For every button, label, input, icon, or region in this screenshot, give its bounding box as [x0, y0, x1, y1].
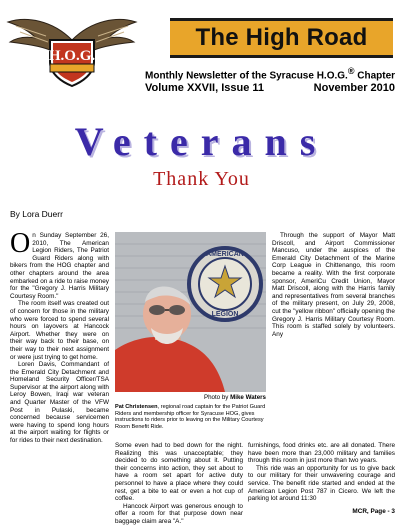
- sign-text-bottom: LEGION: [211, 311, 239, 318]
- article-column-3: [272, 232, 395, 440]
- paragraph: Hancock Airport was generous enough to offer a room for that purpose down near baggage claim area "A.": [115, 502, 243, 525]
- paragraph: The room itself was created out of concern for those in the military who were forced to spend several hours on layovers at Hancock Airport. Whether they were on their way back to their base, on their way to their next assignment or were just trying to get home.: [10, 300, 109, 361]
- article-column-2: [115, 442, 243, 525]
- newsletter-title: The High Road: [195, 24, 368, 51]
- paragraph: Through the support of Mayor Matt Driscoll, and Airport Commissioner Mancuso, under the auspices of the Emerald City Detachment of the Marine Corp League in Chittenango, this room became a reality. With the first corporate sponsor, AmeriCu Credit Union, Mayor Matt Driscoll, along with the Harris family and representatives from several branches of the military present, on July 29, 2008, cut the "yellow ribbon" officially opening the Gregory J. Harris Military Courtesy Room. This room is staffed solely by volunteers. Any: [272, 232, 395, 338]
- subtitle-text: Monthly Newsletter of the Syracuse H.O.G.: [145, 70, 348, 82]
- subtitle-suffix: Chapter: [354, 70, 396, 82]
- article-column-1: [10, 228, 109, 514]
- photo-caption: Pat Christensen, regional road captain for the Patriot Guard Riders and membership officer for Syracuse HOG, gives instructions to riders prior to leaving on the Military Courtesy Room Benefit Ride.: [115, 404, 266, 430]
- article-headline: Veterans: [74, 119, 329, 164]
- paragraph: Some even had to bed down for the night. Realizing this was unacceptable; they decided to do something about it. Putting their concerns into action, they set about to have a room set apart for active duty personnel to have a place where they could rest, get a bite to eat or even a hot cup of coffee.: [115, 442, 243, 503]
- article-photo: [115, 232, 266, 392]
- paragraph: furnishings, food drinks etc. are all donated. There have been more than 23,000 military and families through this room in just more than two years.: [248, 442, 395, 465]
- logo-text: H.O.G.: [48, 48, 96, 64]
- newsletter-title-banner: [170, 18, 393, 58]
- hog-logo: [6, 6, 138, 88]
- photographer-name: Mike Waters: [230, 394, 266, 401]
- article-subhead: Thank You: [153, 168, 250, 190]
- continued-on-page: MCR, Page - 3: [352, 508, 395, 515]
- registered-mark: ®: [347, 66, 355, 76]
- paragraph: On Sunday September 26, 2010, The American Legion Riders, The Patriot Guard Riders along with bikers from the HOG chapter and other chapters around the area embarked on a ride to raise money for the "Gregory J. Harris Military Courtesy Room.": [10, 228, 109, 300]
- volume-issue: Volume XXVII, Issue 11: [145, 82, 265, 94]
- newsletter-subtitle: [145, 66, 401, 81]
- paragraph: Loren Davis, Commandant of the Emerald City Detachment and Homeland Security Officer/TSA Supervisor at the airport along with Leroy Bowen, Iraqi war veteran and Quarter Master of the VFW Post in Pulaski, became concerned because servicemen were having to spend long hours at the airport waiting for flights or for rides to their next destination.: [10, 361, 109, 445]
- drop-cap: O: [10, 228, 31, 259]
- photo-credit: Photo by Mike Waters: [203, 394, 266, 401]
- sign-text-top: AMERICAN: [206, 251, 244, 258]
- article-column-3-continued: [248, 442, 395, 506]
- issue-date: November 2010: [313, 82, 395, 94]
- paragraph: This ride was an opportunity for us to give back to our military for their unwavering courage and service. The benefit ride started and ended at the American Legion Post 787 in Cicero. We left the parking lot around 11:30: [248, 464, 395, 503]
- caption-subject: Pat Christensen: [115, 404, 158, 410]
- article-byline: By Lora Duerr: [10, 209, 63, 219]
